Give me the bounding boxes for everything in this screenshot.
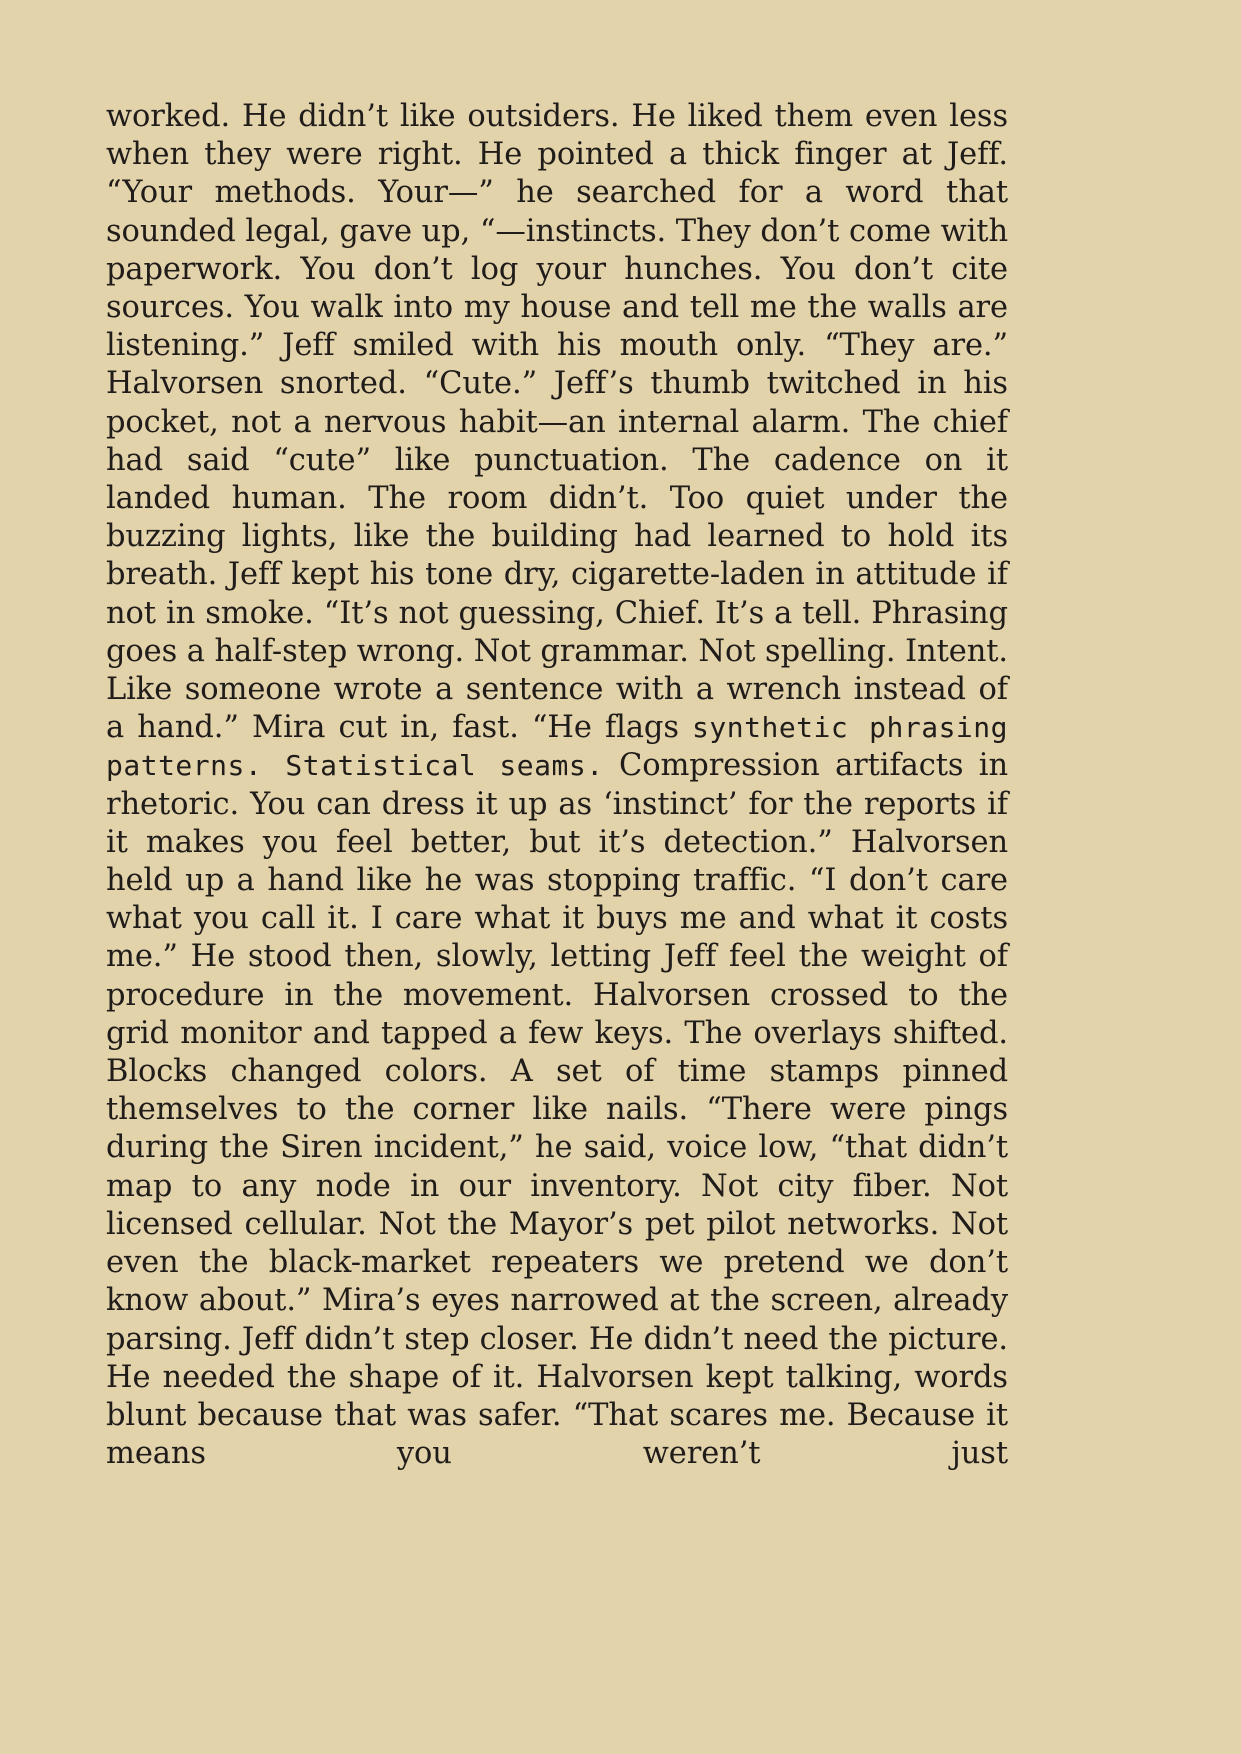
prose-segment-before-emphasis: worked. He didn’t like outsiders. He liked them even less when they were right. He pointed a thick finger at Jeff. “Your methods. Your—” he searched for a word that sounded legal, gave up, “—instincts. They don’t come with paperwork. You don’t log your hunches. You don’t cite sources. You walk into my house and tell me the walls are listening.” Jeff smiled with his mouth only. “They are.” Halvorsen snorted. “Cute.” Jeff’s thumb twitched in his pocket, not a nervous habit—an internal alarm. The chief had said “cute” like punctuation. The cadence on it landed human. The room didn’t. Too quiet under the buzzing lights, like the building had learned to hold its breath. Jeff kept his tone dry, cigarette-laden in attitude if not in smoke. “It’s not guessing, Chief. It’s a tell. Phrasing goes a half-step wrong. Not grammar. Not spelling. Intent. Like someone wrote a sentence with a wrench instead of a hand.” Mira cut in, fast. “He flags — [106, 99, 1008, 746]
prose-paragraph — [106, 98, 1008, 1473]
prose-segment-after-emphasis: Compression artifacts in rhetoric. You can dress it up as ‘instinct’ for the reports if it makes you feel better, but it’s detection.” Halvorsen held up a hand like he was stopping traffic. “I don’t care what you call it. I care what it buys me and what it costs me.” He stood then, slowly, letting Jeff feel the weight of procedure in the movement. Halvorsen crossed to the grid monitor and tapped a few keys. The overlays shifted. Blocks changed colors. A set of time stamps pinned themselves to the corner like nails. “There were pings during the Siren incident,” he said, voice low, “that didn’t map to any node in our inventory. Not city fiber. Not licensed cellular. Not the Mayor’s pet pilot networks. Not even the black-market repeaters we pretend we don’t know about.” Mira’s eyes narrowed at the screen, already parsing. Jeff didn’t step closer. He didn’t need the picture. He needed the shape of it. Halvorsen kept talking, words blunt because that was safer. “That scares me. Because it means you weren’t just — [106, 748, 1008, 1472]
body-text-column — [106, 98, 1008, 1473]
prose-segment-monospace: synthetic phrasing patterns. Statistical seams. — [106, 711, 1008, 783]
